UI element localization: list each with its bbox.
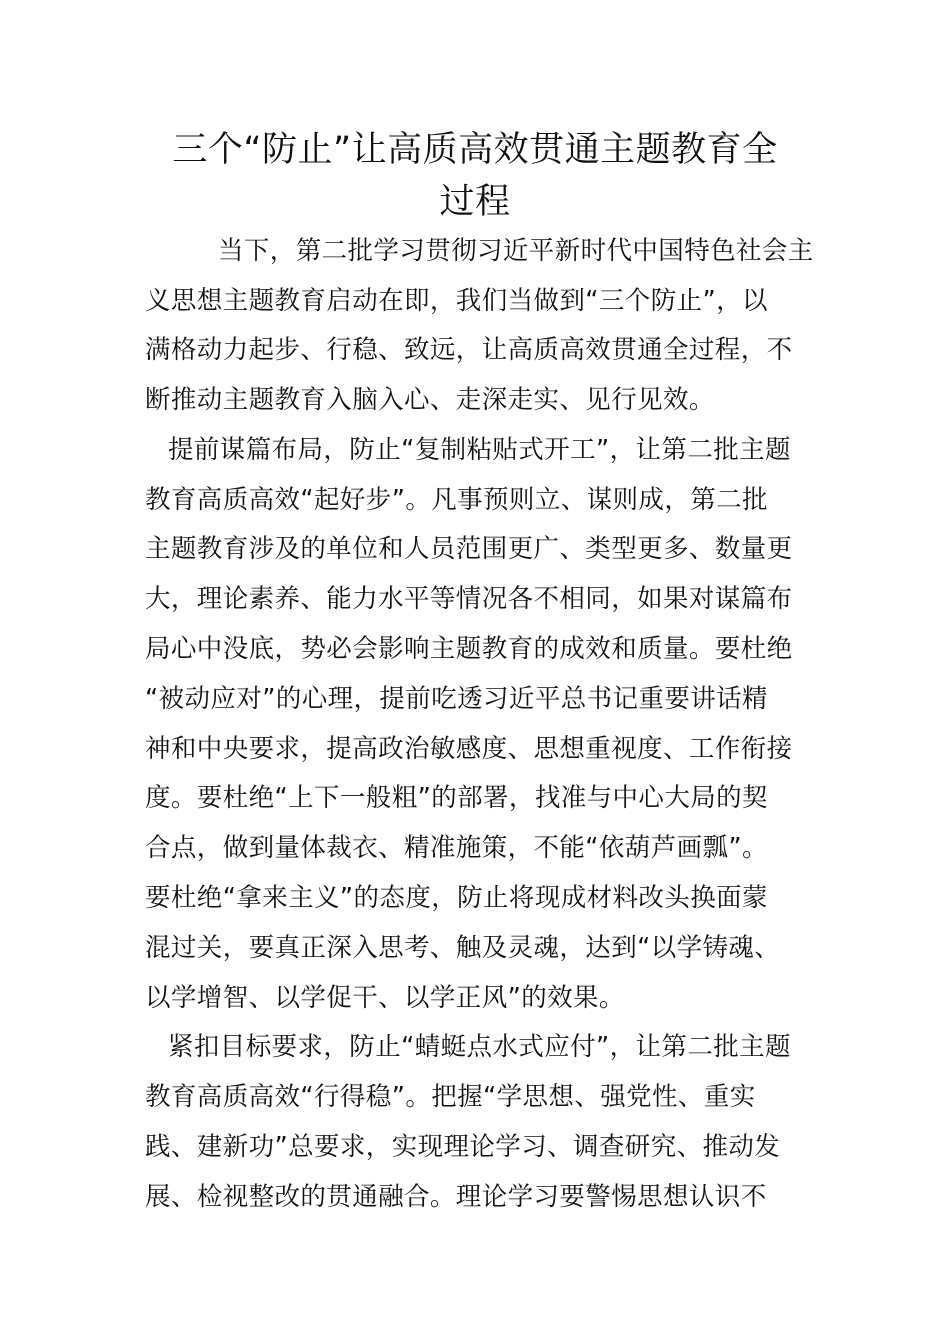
- paragraph-3-line-2: 教育高质高效“行得稳”。把握“学思想、强党性、重实: [145, 1082, 756, 1112]
- paragraph-2-line-6: “被动应对”的心理，提前吃透习近平总书记重要讲话精: [145, 684, 768, 714]
- paragraph-2-line-5: 局心中没底，势必会影响主题教育的成效和质量。要杜绝: [145, 634, 793, 664]
- document-title: [145, 124, 805, 228]
- paragraph-1-line-2: 义思想主题教育启动在即，我们当做到“三个防止”，以: [145, 286, 768, 316]
- paragraph-2-line-3: 主题教育涉及的单位和人员范围更广、类型更多、数量更: [145, 534, 793, 564]
- title-line-1: 三个“防止”让高质高效贯通主题教育全: [172, 130, 778, 170]
- paragraph-3-line-3: 践、建新功”总要求，实现理论学习、调查研究、推动发: [145, 1132, 781, 1162]
- title-line-2: 过程: [439, 182, 511, 222]
- paragraph-1-line-1: 当下，第二批学习贯彻习近平新时代中国特色社会主: [218, 236, 814, 266]
- paragraph-3-line-1: 紧扣目标要求，防止“蜻蜓点水式应付”，让第二批主题: [168, 1032, 791, 1062]
- paragraph-2-line-1: 提前谋篇布局，防止“复制粘贴式开工”，让第二批主题: [168, 435, 791, 465]
- paragraph-2-line-9: 合点，做到量体裁衣、精准施策，不能“依葫芦画瓢”。: [145, 833, 768, 863]
- paragraph-2-line-12: 以学增智、以学促干、以学正风”的效果。: [145, 983, 625, 1013]
- paragraph-2-line-10: 要杜绝“拿来主义”的态度，防止将现成材料改头换面蒙: [145, 883, 768, 913]
- paragraph-1-line-3: 满格动力起步、行稳、致远，让高质高效贯通全过程，不: [145, 335, 793, 365]
- paragraph-2-line-2: 教育高质高效“起好步”。凡事预则立、谋则成，第二批: [145, 485, 768, 515]
- paragraph-1-line-4: 断推动主题教育入脑入心、走深走实、见行见效。: [145, 385, 715, 415]
- paragraph-2-line-11: 混过关，要真正深入思考、触及灵魂，达到“以学铸魂、: [145, 933, 781, 963]
- paragraph-2-line-7: 神和中央要求，提高政治敏感度、思想重视度、工作衔接: [145, 734, 793, 764]
- paragraph-2-line-8: 度。要杜绝“上下一般粗”的部署，找准与中心大局的契: [145, 783, 768, 813]
- paragraph-2-line-4: 大，理论素养、能力水平等情况各不相同，如果对谋篇布: [145, 584, 793, 614]
- paragraph-3-line-4: 展、检视整改的贯通融合。理论学习要警惕思想认识不: [145, 1182, 767, 1212]
